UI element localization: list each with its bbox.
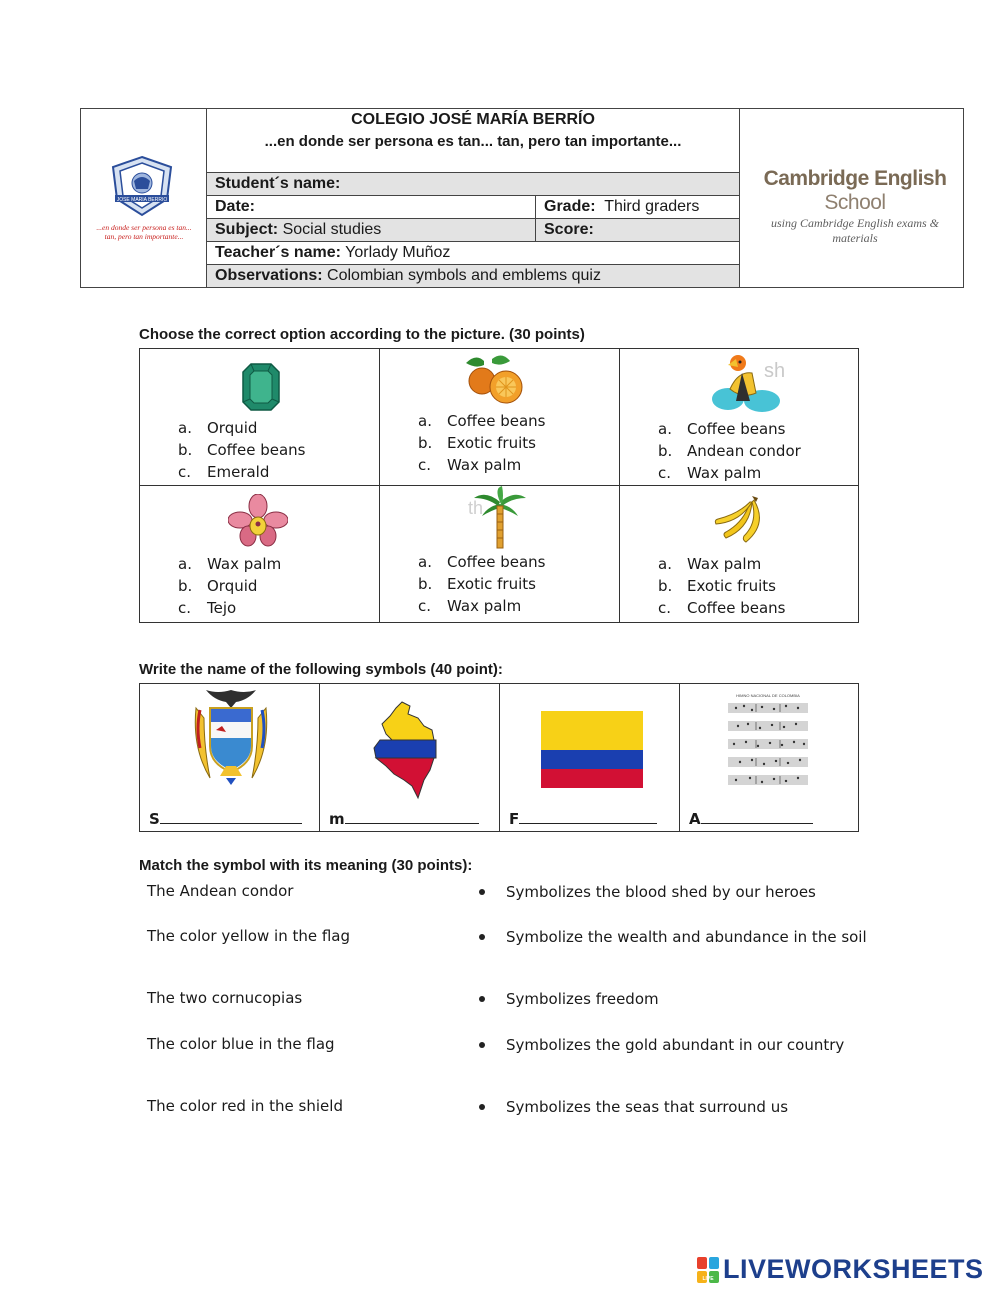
option-5c[interactable]: c. Wax palm	[418, 597, 522, 615]
option-1c[interactable]: c. Emerald	[178, 463, 270, 481]
option-4b[interactable]: b. Orquid	[178, 577, 258, 595]
teacher-row	[207, 241, 739, 264]
choice-card-5	[380, 486, 620, 623]
logo-caption-line-1: ...en donde ser persona es tan...	[96, 223, 192, 232]
symbol-cell-3	[500, 684, 680, 831]
match-right-4[interactable]: Symbolizes the gold abundant in our country	[506, 1036, 845, 1054]
choice-card-6	[620, 486, 860, 623]
score-label: Score:	[544, 221, 594, 238]
option-2a[interactable]: a. Coffee beans	[418, 412, 546, 430]
student-name-row	[207, 172, 739, 195]
section3-title: Match the symbol with its meaning (30 points):	[139, 857, 473, 874]
match-right-5[interactable]: Symbolizes the seas that surround us	[506, 1098, 789, 1116]
svg-text:th: th	[468, 498, 484, 518]
match-left-1[interactable]: The Andean condor	[147, 882, 294, 900]
option-3b[interactable]: b. Andean condor	[658, 442, 801, 460]
cambridge-logo-cell	[739, 109, 963, 287]
anthem-sheet-title: HIMNO NACIONAL DE COLOMBIA	[736, 693, 800, 698]
choice-card-4	[140, 486, 380, 623]
teacher-label: Teacher´s name:	[215, 244, 341, 261]
liveworksheets-brand: LIVEWORKSHEETS	[723, 1254, 984, 1284]
date-label: Date:	[215, 198, 256, 215]
option-3a[interactable]: a. Coffee beans	[658, 420, 786, 438]
subject-score-row	[207, 218, 739, 241]
svg-text:JOSE MARIA BERRIO: JOSE MARIA BERRIO	[116, 197, 168, 203]
date-grade-row	[207, 195, 739, 218]
section2-title: Write the name of the following symbols (40 point):	[139, 661, 503, 678]
match-right-3[interactable]: Symbolizes freedom	[506, 990, 659, 1008]
cambridge-school: School	[824, 191, 886, 214]
header-info	[207, 109, 739, 287]
answer-field-3[interactable]: F	[509, 810, 657, 828]
observations-value: Colombian symbols and emblems quiz	[327, 267, 601, 284]
fruits-icon	[462, 355, 530, 409]
observations-label: Observations:	[215, 267, 323, 284]
school-logo-cell	[81, 109, 207, 287]
logo-caption-line-2: tan, pero tan importante...	[104, 232, 184, 241]
banana-icon	[712, 494, 768, 548]
match-left-3[interactable]: The two cornucopias	[147, 989, 303, 1007]
cambridge-logo	[752, 167, 958, 246]
teacher-value: Yorlady Muñoz	[345, 244, 451, 261]
school-name: COLEGIO JOSÉ MARÍA BERRÍO	[351, 111, 595, 128]
match-right-2[interactable]: Symbolize the wealth and abundance in the soil	[506, 928, 867, 946]
header-table	[80, 108, 964, 288]
option-2c[interactable]: c. Wax palm	[418, 456, 522, 474]
choice-card-2	[380, 349, 620, 486]
school-crest-icon	[107, 155, 177, 217]
choice-grid	[139, 348, 859, 623]
option-6b[interactable]: b. Exotic fruits	[658, 577, 776, 595]
condor-icon	[712, 353, 788, 415]
grade-value: Third graders	[604, 198, 700, 215]
symbol-cell-1	[140, 684, 320, 831]
palm-icon	[468, 486, 532, 550]
colombia-map-icon	[372, 700, 440, 800]
bullet-icon	[479, 934, 485, 940]
option-1b[interactable]: b. Coffee beans	[178, 441, 306, 459]
match-left-4[interactable]: The color blue in the flag	[147, 1035, 335, 1053]
emerald-icon	[242, 363, 280, 411]
observations-row	[207, 264, 739, 287]
option-4a[interactable]: a. Wax palm	[178, 555, 282, 573]
option-4c[interactable]: c. Tejo	[178, 599, 237, 617]
match-left-2[interactable]: The color yellow in the flag	[147, 927, 351, 945]
cambridge-subtitle: using Cambridge English exams & materials	[771, 216, 939, 245]
option-5b[interactable]: b. Exotic fruits	[418, 575, 536, 593]
svg-text:sh: sh	[764, 360, 786, 382]
anthem-sheet-icon	[726, 692, 810, 788]
answer-field-1[interactable]: S	[149, 810, 302, 828]
option-6c[interactable]: c. Coffee beans	[658, 599, 786, 617]
bullet-icon	[479, 1042, 485, 1048]
liveworksheets-badge-icon	[697, 1257, 719, 1283]
student-name-label: Student´s name:	[215, 175, 341, 192]
answer-field-4[interactable]: A	[689, 810, 813, 828]
match-right-1[interactable]: Symbolizes the blood shed by our heroes	[506, 883, 816, 901]
match-left-5[interactable]: The color red in the shield	[147, 1097, 343, 1115]
option-3c[interactable]: c. Wax palm	[658, 464, 762, 482]
option-1a[interactable]: a. Orquid	[178, 419, 258, 437]
subject-label: Subject:	[215, 221, 279, 238]
brand-badge-text: LIVE	[702, 1276, 714, 1282]
bullet-icon	[479, 1104, 485, 1110]
subject-value: Social studies	[282, 221, 382, 238]
choice-card-1	[140, 349, 380, 486]
symbol-cell-2	[320, 684, 500, 831]
orchid-icon	[228, 494, 288, 550]
symbols-table	[139, 683, 859, 832]
grade-label: Grade:	[544, 198, 596, 215]
coat-of-arms-icon	[190, 688, 272, 786]
choice-card-3	[620, 349, 860, 486]
school-motto: ...en donde ser persona es tan... tan, pero tan importante...	[264, 133, 682, 150]
flag-icon	[541, 711, 643, 788]
symbol-cell-4	[680, 684, 860, 831]
option-2b[interactable]: b. Exotic fruits	[418, 434, 536, 452]
option-6a[interactable]: a. Wax palm	[658, 555, 762, 573]
answer-field-2[interactable]: m	[329, 810, 479, 828]
cambridge-title: Cambridge English	[763, 167, 947, 190]
bullet-icon	[479, 889, 485, 895]
section1-title: Choose the correct option according to the picture. (30 points)	[139, 326, 585, 343]
bullet-icon	[479, 996, 485, 1002]
option-5a[interactable]: a. Coffee beans	[418, 553, 546, 571]
